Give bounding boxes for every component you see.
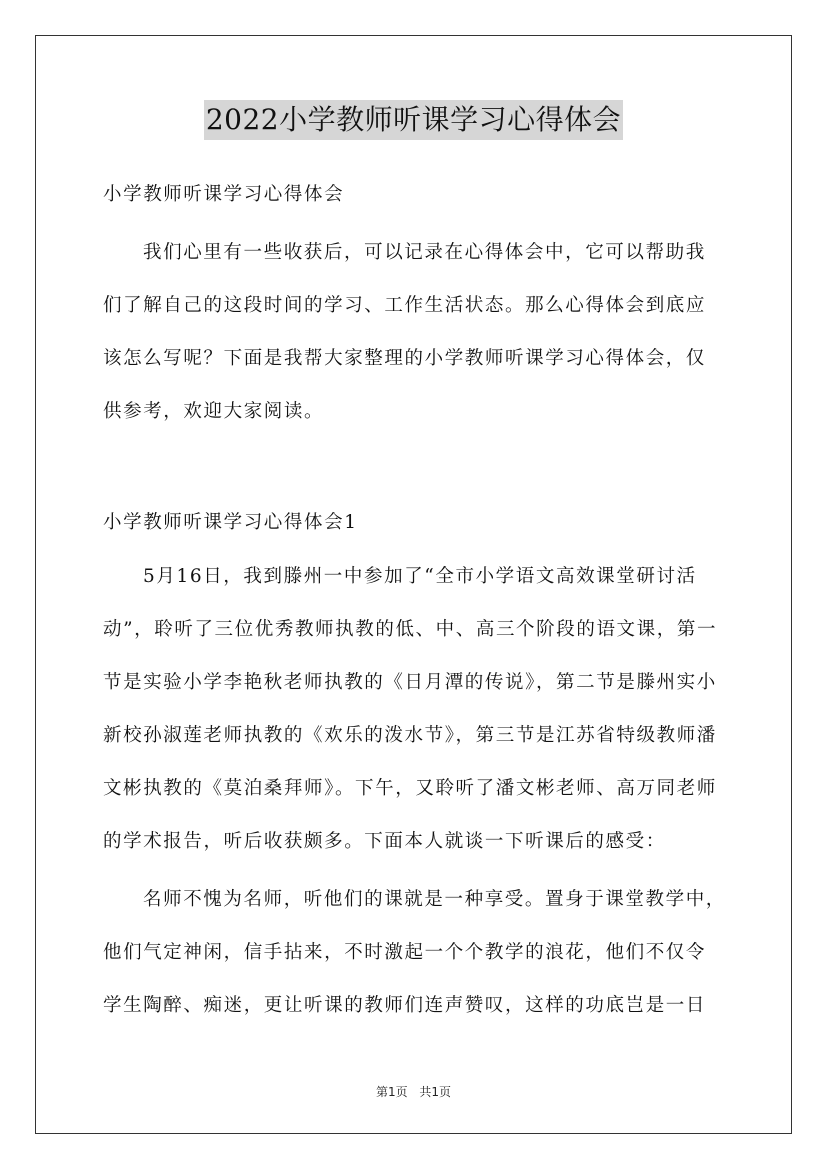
para1-line-3: 节是实验小学李艳秋老师执教的《日月潭的传说》，第二节是滕州实小 — [103, 672, 717, 693]
intro-line-1: 我们心里有一些收获后，可以记录在心得体会中，它可以帮助我 — [143, 242, 706, 263]
para1-line-6: 的学术报告，听后收获颇多。下面本人就谈一下听课后的感受： — [103, 831, 666, 852]
page-total: 共1页 — [419, 1085, 452, 1099]
para1-line-5: 文彬执教的《莫泊桑拜师》。下午，又聆听了潘文彬老师、高万同老师 — [103, 778, 717, 799]
section-heading-1: 小学教师听课学习心得体会1 — [103, 512, 358, 533]
document-title: 2022小学教师听课学习心得体会 — [204, 100, 623, 140]
intro-line-4: 供参考，欢迎大家阅读。 — [103, 401, 325, 422]
intro-line-2: 们了解自己的这段时间的学习、工作生活状态。那么心得体会到底应 — [103, 295, 707, 316]
page-footer — [0, 1083, 827, 1100]
para2-line-2: 他们气定神闲，信手拈来，不时激起一个个教学的浪花，他们不仅令 — [103, 942, 707, 963]
para1-line-4: 新校孙淑莲老师执教的《欢乐的泼水节》，第三节是江苏省特级教师潘 — [103, 725, 717, 746]
para1-line-2: 动”，聆听了三位优秀教师执教的低、中、高三个阶段的语文课，第一 — [103, 619, 718, 640]
para2-line-1: 名师不愧为名师，听他们的课就是一种享受。置身于课堂教学中， — [143, 889, 726, 910]
para2-line-3: 学生陶醉、痴迷，更让听课的教师们连声赞叹，这样的功底岂是一日 — [103, 995, 707, 1016]
intro-line-3: 该怎么写呢？下面是我帮大家整理的小学教师听课学习心得体会，仅 — [103, 348, 707, 369]
subtitle: 小学教师听课学习心得体会 — [103, 184, 345, 205]
para1-line-1: 5月16日，我到滕州一中参加了“全市小学语文高效课堂研讨活 — [143, 566, 697, 587]
title-container — [0, 100, 827, 140]
page-number: 第1页 — [375, 1085, 408, 1099]
